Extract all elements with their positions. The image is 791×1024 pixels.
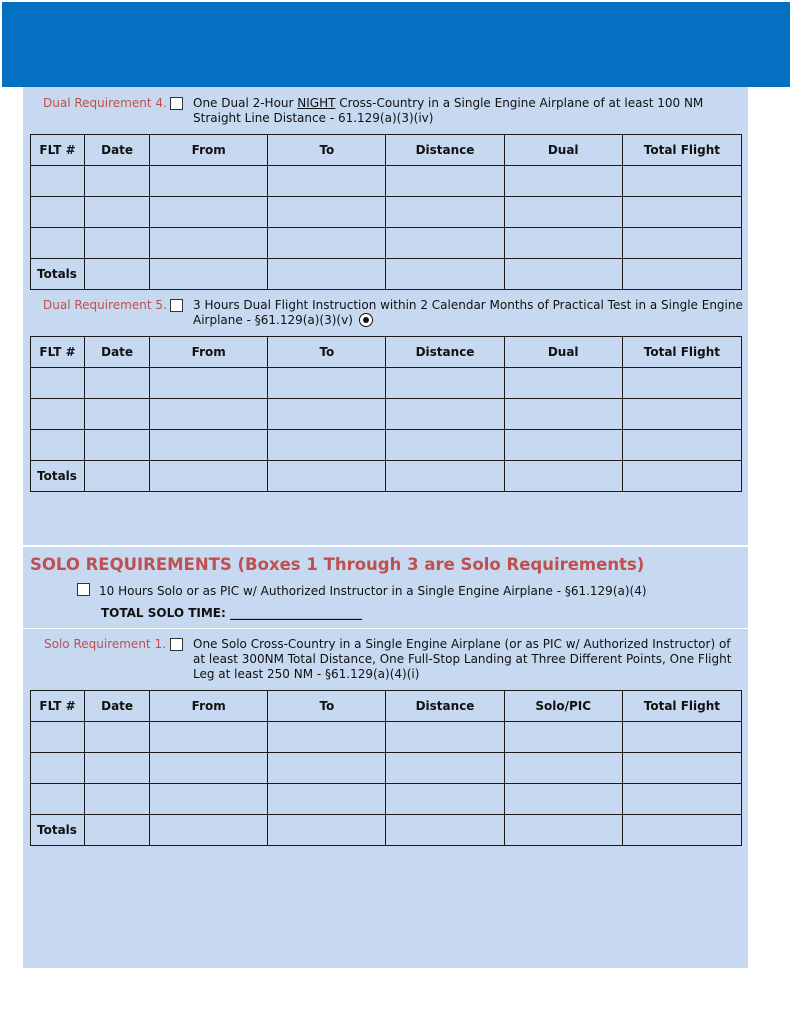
table-row bbox=[31, 430, 742, 461]
requirement-text: 3 Hours Dual Flight Instruction within 2 Calendar Months of Practical Test in a Single Engine Airplane - §61.129(a)(3)(v) bbox=[193, 298, 743, 327]
dual-5-log-table bbox=[30, 336, 742, 492]
requirement-checkbox[interactable] bbox=[170, 638, 183, 651]
table-row bbox=[31, 228, 742, 259]
totals-row bbox=[31, 461, 742, 492]
table-row bbox=[31, 784, 742, 815]
col-to: To bbox=[268, 337, 386, 368]
dual-requirement-5 bbox=[43, 298, 743, 330]
table-header-row bbox=[31, 135, 742, 166]
section-divider bbox=[23, 628, 748, 629]
col-date: Date bbox=[85, 337, 150, 368]
table-header-row bbox=[31, 337, 742, 368]
totals-label: Totals bbox=[31, 815, 85, 846]
col-to: To bbox=[268, 135, 386, 166]
solo-requirement-1 bbox=[44, 637, 744, 685]
table-row bbox=[31, 753, 742, 784]
col-flt: FLT # bbox=[31, 135, 85, 166]
col-distance: Distance bbox=[386, 337, 504, 368]
solo-section-title: SOLO REQUIREMENTS (Boxes 1 Through 3 are Solo Requirements) bbox=[30, 555, 645, 574]
header-bar bbox=[2, 2, 790, 87]
requirement-label: Solo Requirement 1. bbox=[44, 637, 166, 651]
col-date: Date bbox=[85, 135, 150, 166]
totals-row bbox=[31, 815, 742, 846]
table-row bbox=[31, 166, 742, 197]
dual-4-log-table bbox=[30, 134, 742, 290]
col-flt: FLT # bbox=[31, 691, 85, 722]
solo-1-log-table bbox=[30, 690, 742, 846]
col-flt: FLT # bbox=[31, 337, 85, 368]
col-total-flight: Total Flight bbox=[622, 691, 741, 722]
table-row bbox=[31, 368, 742, 399]
col-dual: Dual bbox=[504, 337, 622, 368]
col-from: From bbox=[150, 337, 268, 368]
section-divider bbox=[23, 545, 748, 546]
col-total-flight: Total Flight bbox=[622, 337, 741, 368]
dual-requirement-4 bbox=[43, 96, 743, 128]
requirement-text: One Solo Cross-Country in a Single Engine Airplane (or as PIC w/ Authorized Instructor) of at least 300NM Total Distance, One Full-Stop Landing at Three Different Points, One Flight Leg at least 250 NM - §61.129(a)(4)(i) bbox=[193, 637, 732, 681]
requirement-text: One Dual 2-Hour NIGHT Cross-Country in a Single Engine Airplane of at least 100 NM Straight Line Distance - 61.129(a)(3)(iv) bbox=[193, 96, 704, 125]
col-to: To bbox=[268, 691, 386, 722]
totals-label: Totals bbox=[31, 259, 85, 290]
col-from: From bbox=[150, 135, 268, 166]
col-total-flight: Total Flight bbox=[622, 135, 741, 166]
table-row bbox=[31, 197, 742, 228]
total-solo-time[interactable]: TOTAL SOLO TIME: ______________________ bbox=[101, 606, 362, 620]
table-header-row bbox=[31, 691, 742, 722]
col-solo-pic: Solo/PIC bbox=[504, 691, 622, 722]
col-dual: Dual bbox=[504, 135, 622, 166]
solo-hours-item bbox=[77, 583, 647, 598]
col-date: Date bbox=[85, 691, 150, 722]
table-row bbox=[31, 399, 742, 430]
requirement-checkbox[interactable] bbox=[170, 299, 183, 312]
solo-hours-checkbox[interactable] bbox=[77, 583, 90, 596]
totals-label: Totals bbox=[31, 461, 85, 492]
table-row bbox=[31, 722, 742, 753]
requirement-label: Dual Requirement 5. bbox=[43, 298, 167, 312]
col-distance: Distance bbox=[386, 135, 504, 166]
solo-hours-text: 10 Hours Solo or as PIC w/ Authorized Instructor in a Single Engine Airplane - §61.129(a)(4) bbox=[99, 584, 647, 598]
totals-row bbox=[31, 259, 742, 290]
col-from: From bbox=[150, 691, 268, 722]
requirement-label: Dual Requirement 4. bbox=[43, 96, 167, 110]
radio-selected-icon[interactable] bbox=[359, 313, 373, 327]
requirement-checkbox[interactable] bbox=[170, 97, 183, 110]
col-distance: Distance bbox=[386, 691, 504, 722]
